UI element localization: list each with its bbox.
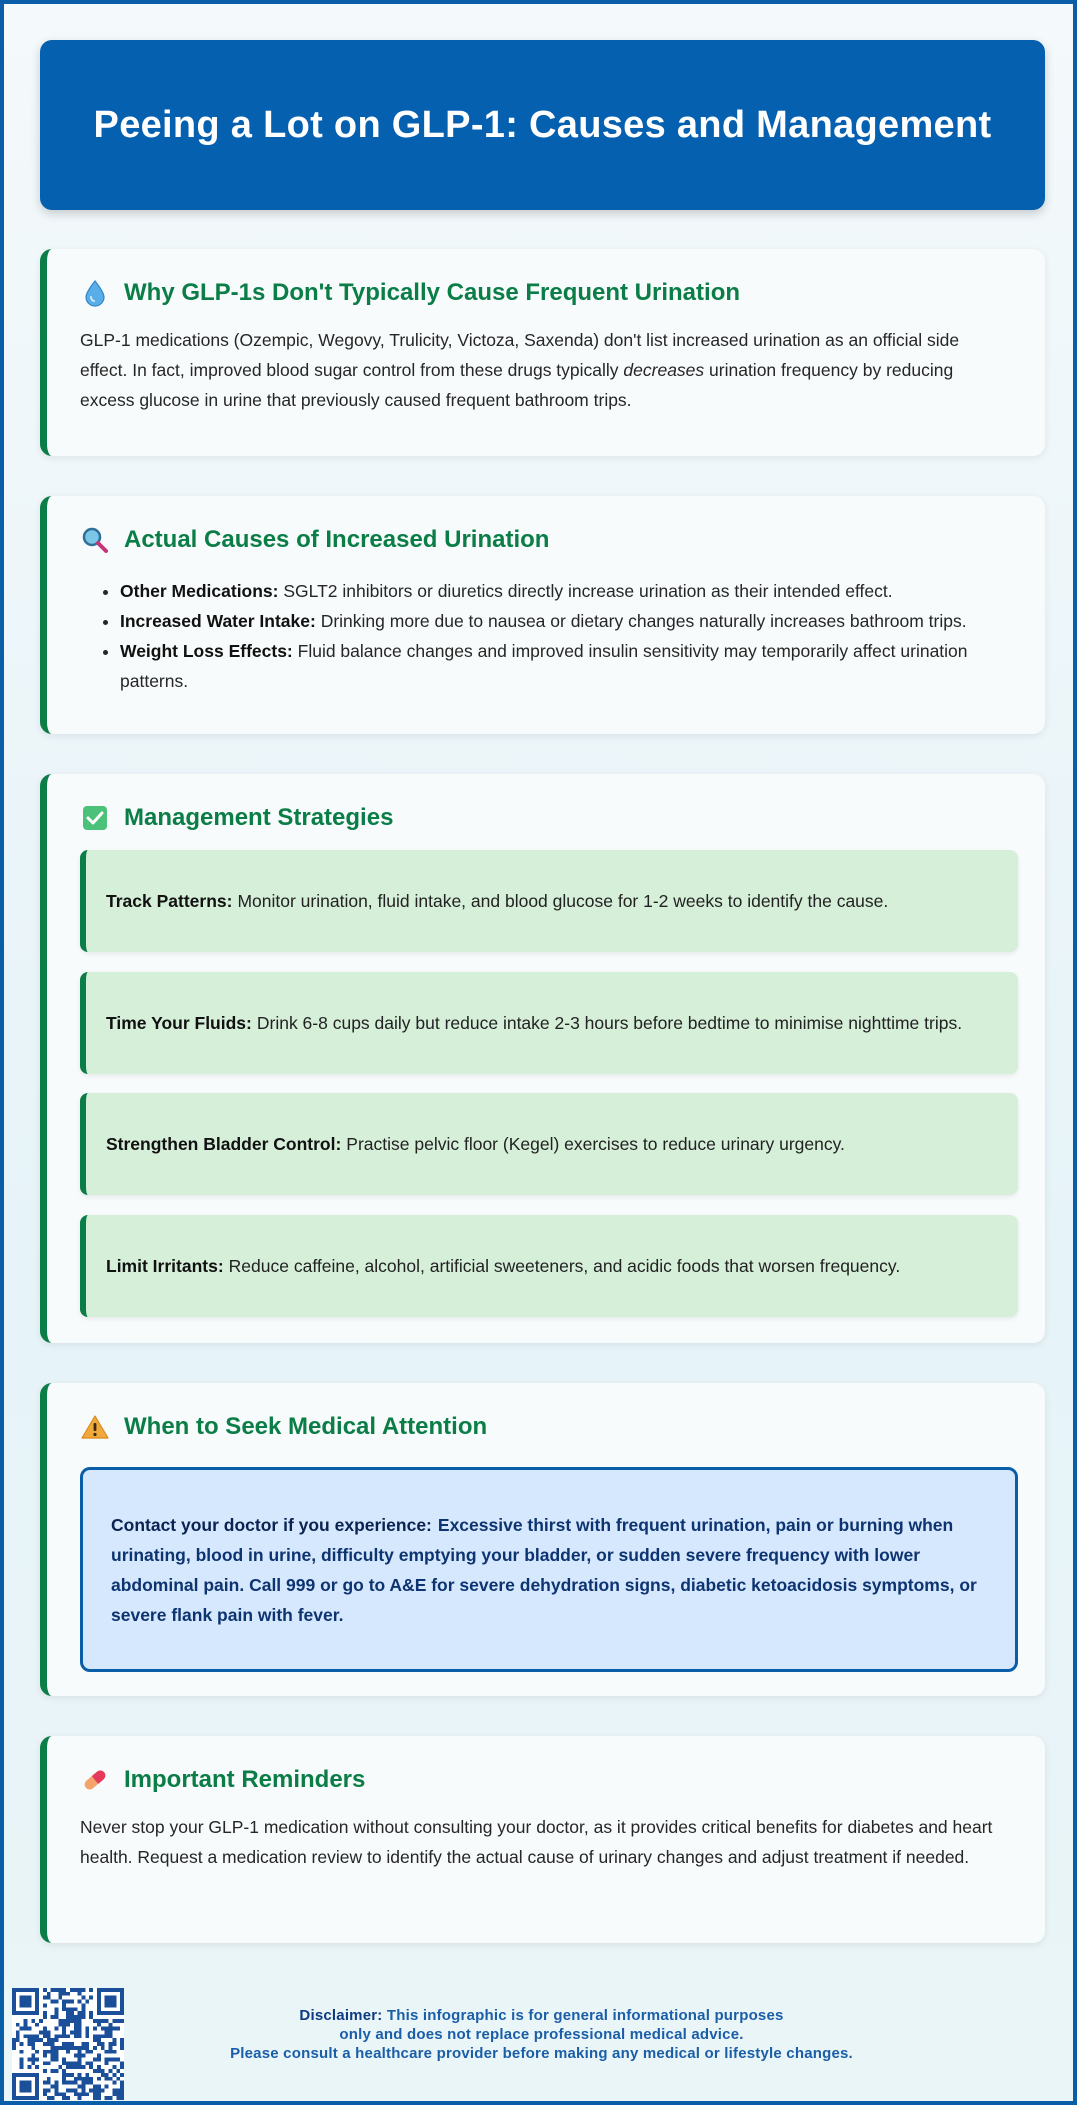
section-paragraph [80,325,1007,415]
magnifier-icon [80,525,110,555]
section-heading: Why GLP-1s Don't Typically Cause Frequent Urination [124,279,741,306]
strategy-item [80,972,1018,1074]
strategy-item [80,850,1018,952]
qr-code-icon[interactable] [12,1988,124,2100]
causes-list [80,576,1007,696]
item-label: Time Your Fluids: [106,1012,252,1033]
card-title-row [80,800,1007,836]
section-heading: Actual Causes of Increased Urination [124,526,550,553]
item-text: SGLT2 inhibitors or diuretics directly increase urination as their intended effect. [283,581,893,601]
list-item [120,636,1007,696]
droplet-icon [80,278,110,308]
item-label: Increased Water Intake: [120,611,316,631]
item-text: Drink 6-8 cups daily but reduce intake 2-3 hours before bedtime to minimise nighttime trips. [256,1012,963,1033]
page-title: Peeing a Lot on GLP-1: Causes and Management [93,103,992,146]
paragraph-text: GLP-1 medications (Ozempic, Wegovy, Trulicity, Victoza, Saxenda) don't list increased urination as an official side effect. In fact, improved blood sugar control from these drugs typically [80,330,960,380]
card-management-strategies [40,774,1045,1343]
card-actual-causes [40,496,1045,734]
card-important-reminders [40,1736,1045,1943]
page-header [40,40,1045,210]
item-label: Other Medications: [120,581,279,601]
list-item [120,606,1007,636]
item-text: Practise pelvic floor (Kegel) exercises to reduce urinary urgency. [346,1133,845,1154]
strategy-item [80,1093,1018,1195]
paragraph-text: urination frequency by reducing excess glucose in urine that previously caused frequent bathroom trips. [80,360,954,410]
item-text: Drinking more due to nausea or dietary changes naturally increases bathroom trips. [320,611,967,631]
strategy-item [80,1215,1018,1317]
emphasis-text: decreases [623,360,705,380]
card-why-glp1 [40,249,1045,456]
disclaimer-line: only and does not replace professional medical advice. [339,2026,744,2043]
alert-text: Excessive thirst with frequent urination, pain or burning when urinating, blood in urine, difficulty emptying your bladder, or sudden severe frequency with lower abdominal pain. Call 999 or go to A&E for severe dehydration signs, diabetic ketoacidosis symptoms, or severe flank pain with fever. [111,1515,977,1625]
pill-icon [80,1765,110,1795]
disclaimer-label: Disclaimer: [299,2007,383,2024]
check-box-icon [80,803,110,833]
card-title-row [80,1762,1007,1798]
item-text: Fluid balance changes and improved insulin sensitivity may temporarily affect urination patterns. [120,641,968,691]
disclaimer-line: Please consult a healthcare provider before making any medical or lifestyle changes. [230,2045,853,2062]
item-text: Monitor urination, fluid intake, and blood glucose for 1-2 weeks to identify the cause. [237,890,889,911]
item-label: Limit Irritants: [106,1255,224,1276]
section-heading: Important Reminders [124,1766,366,1793]
item-label: Weight Loss Effects: [120,641,293,661]
item-label: Track Patterns: [106,890,233,911]
card-title-row [80,522,1007,558]
card-title-row [80,1409,1007,1445]
card-medical-attention [40,1383,1045,1696]
disclaimer-line [164,2006,919,2025]
section-heading: When to Seek Medical Attention [124,1413,488,1440]
warning-icon [80,1412,110,1442]
footer [4,1984,1077,2099]
section-paragraph: Never stop your GLP-1 medication without consulting your doctor, as it provides critical benefits for diabetes and heart health. Request a medication review to identify the actual cause of urinary changes and adjust treatment if needed. [80,1817,993,1867]
section-heading: Management Strategies [124,804,394,831]
alert-box [80,1467,1018,1672]
disclaimer-text: This infographic is for general informational purposes [386,2007,784,2024]
item-text: Reduce caffeine, alcohol, artificial sweeteners, and acidic foods that worsen frequency. [228,1255,901,1276]
item-label: Strengthen Bladder Control: [106,1133,342,1154]
card-title-row [80,275,1007,311]
list-item [120,576,1007,606]
alert-lead: Contact your doctor if you experience: [111,1515,432,1535]
disclaimer [164,2006,919,2063]
